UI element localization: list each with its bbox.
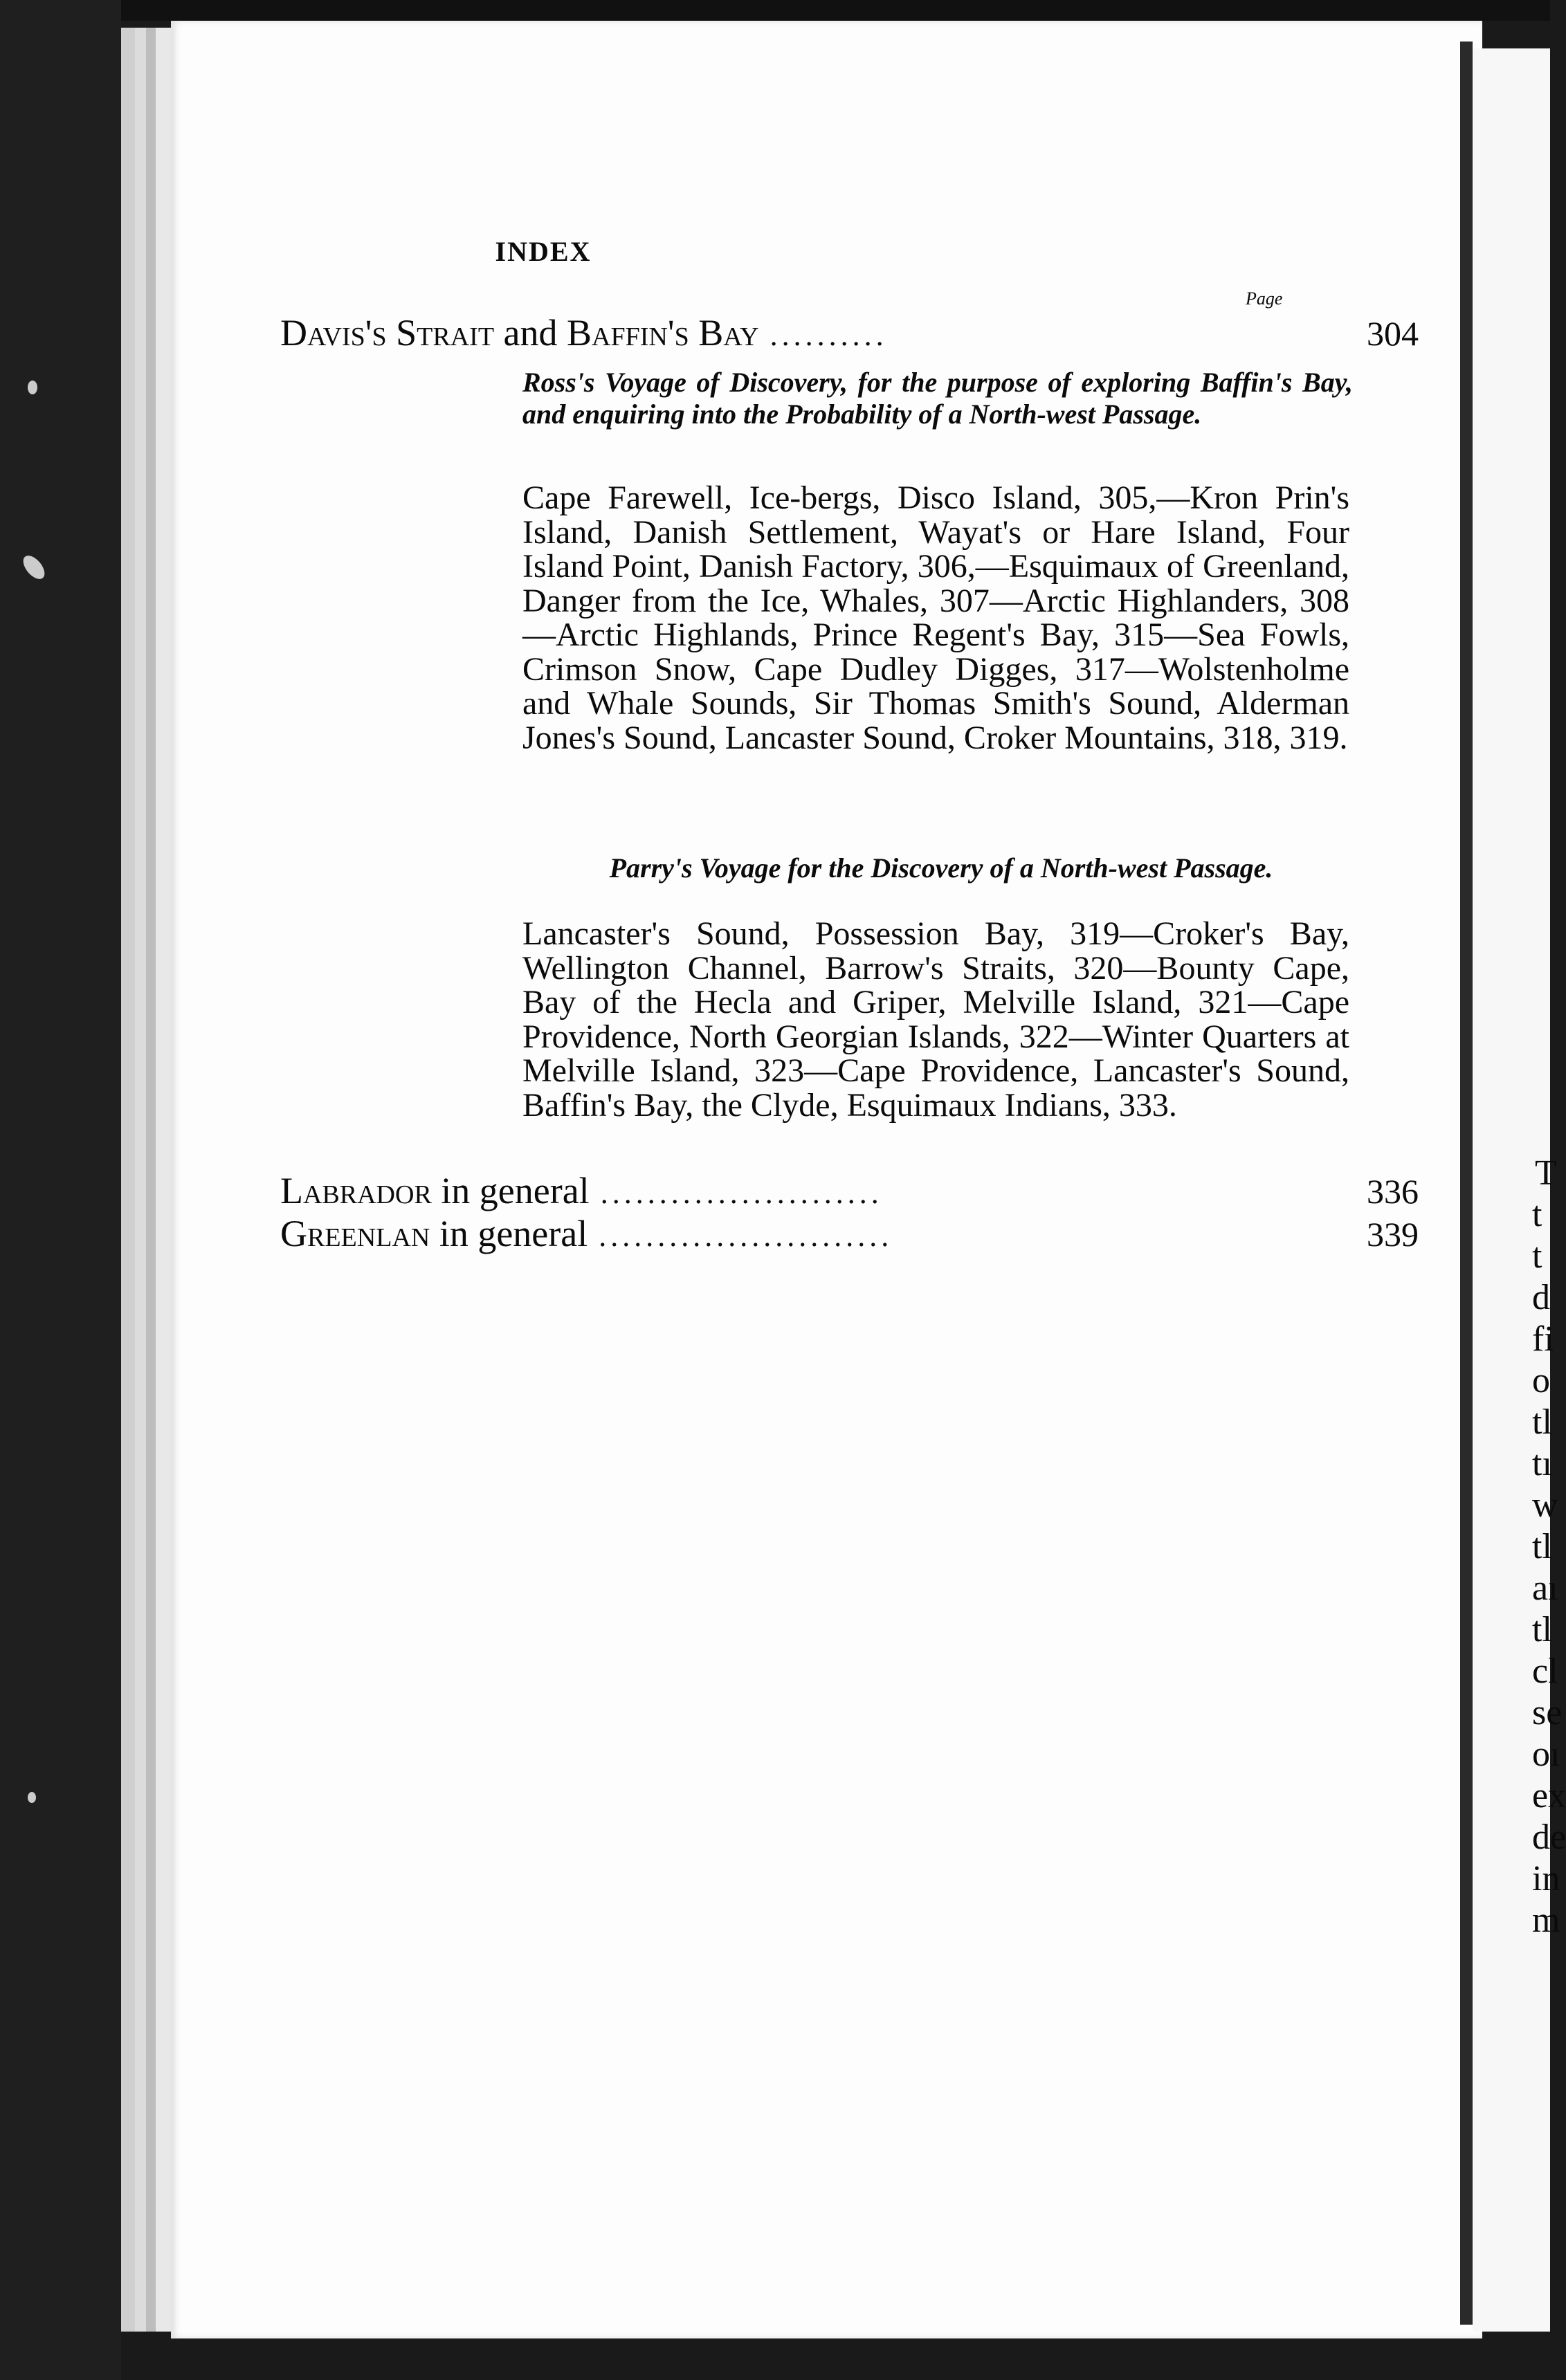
next-page-line-fragment: oı xyxy=(1532,1734,1560,1774)
next-page-line-fragment: w xyxy=(1532,1485,1558,1525)
next-page-line-fragment: tl xyxy=(1532,1402,1552,1442)
index-subentries-ross: Cape Farewell, Ice-bergs, Disco Island, 305,—Kron Prin's Island, Danish Settlement, Wayat's or Hare Island, Four Island Point, Danish Factory, 306,—Esquimaux of Greenland, Danger from the Ice, Whales, 307—Arctic Highlanders, 308—Arctic Highlands, Prince Regent's Bay, 315—Sea Fowls, Crimson Snow, Cape Dudley Digges, 317—Wolstenholme and Whale Sounds, Sir Thomas Smith's Sound, Alderman Jones's Sound, Lancaster Sound, Croker Mountains, 318, 319. xyxy=(522,479,1349,756)
dot-leader: ........................ xyxy=(600,1176,883,1210)
voyage-subheading-ross: Ross's Voyage of Discovery, for the purpose of exploring Baffin's Bay, and enquiring into the Probability of a North-west Passage. xyxy=(522,367,1353,430)
entry-page-number: 339 xyxy=(1367,1215,1419,1254)
index-entry-labrador xyxy=(280,1169,1419,1212)
entry-title: Davis's Strait and Baffin's Bay xyxy=(280,312,759,354)
entry-title: Greenlan in general xyxy=(280,1213,588,1254)
next-page-line-fragment: fi xyxy=(1532,1319,1554,1359)
page-edge xyxy=(121,28,135,2332)
dot-leader: .......... xyxy=(770,318,888,352)
next-page-line-fragment: tı xyxy=(1532,1444,1552,1483)
dot-leader: ......................... xyxy=(599,1219,893,1253)
scan-top-edge xyxy=(0,0,1550,21)
entry-page-number: 304 xyxy=(1367,314,1419,353)
page-edge xyxy=(156,28,171,2332)
index-entry-davis-strait xyxy=(280,311,1419,354)
margin-speck xyxy=(28,381,37,394)
next-page-line-fragment: t xyxy=(1532,1195,1542,1234)
next-page-line-fragment: aı xyxy=(1532,1568,1558,1608)
next-page-line-fragment: t xyxy=(1532,1236,1542,1276)
scan-left-margin xyxy=(0,0,121,2380)
margin-speck xyxy=(28,1792,36,1803)
index-subentries-parry: Lancaster's Sound, Possession Bay, 319—Croker's Bay, Wellington Channel, Barrow's Straits, 320—Bounty Cape, Bay of the Hecla and Griper, Melville Island, 321—Cape Providence, North Georgian Islands, 322—Winter Quarters at Melville Island, 323—Cape Providence, Lancaster's Sound, Baffin's Bay, the Clyde, Esquimaux Indians, 333. xyxy=(522,915,1349,1124)
entry-title: Labrador in general xyxy=(280,1170,590,1211)
next-page-sliver xyxy=(1473,48,1566,2332)
voyage-subheading-parry: Parry's Voyage for the Discovery of a North-west Passage. xyxy=(609,852,1273,884)
index-entry-greenland xyxy=(280,1212,1419,1255)
book-gutter xyxy=(1460,42,1473,2325)
index-heading: INDEX xyxy=(495,236,592,267)
next-page-line-fragment: tl xyxy=(1532,1527,1552,1566)
next-page-line-fragment: tl xyxy=(1532,1610,1552,1649)
next-page-line-fragment: se xyxy=(1532,1693,1563,1732)
next-page-line-fragment: cl xyxy=(1532,1651,1558,1691)
next-page-line-fragment: in xyxy=(1532,1859,1560,1898)
page-edge xyxy=(135,28,146,2332)
next-page-line-fragment: T xyxy=(1535,1153,1557,1193)
next-page-line-fragment: o xyxy=(1532,1361,1550,1400)
page-edge xyxy=(146,28,156,2332)
next-page-line-fragment: de xyxy=(1532,1818,1566,1857)
next-page-line-fragment: d xyxy=(1532,1278,1550,1317)
page-column-label: Page xyxy=(1246,289,1283,309)
entry-page-number: 336 xyxy=(1367,1172,1419,1211)
next-page-line-fragment: m xyxy=(1532,1901,1560,1940)
next-page-line-fragment: ex xyxy=(1532,1776,1566,1815)
